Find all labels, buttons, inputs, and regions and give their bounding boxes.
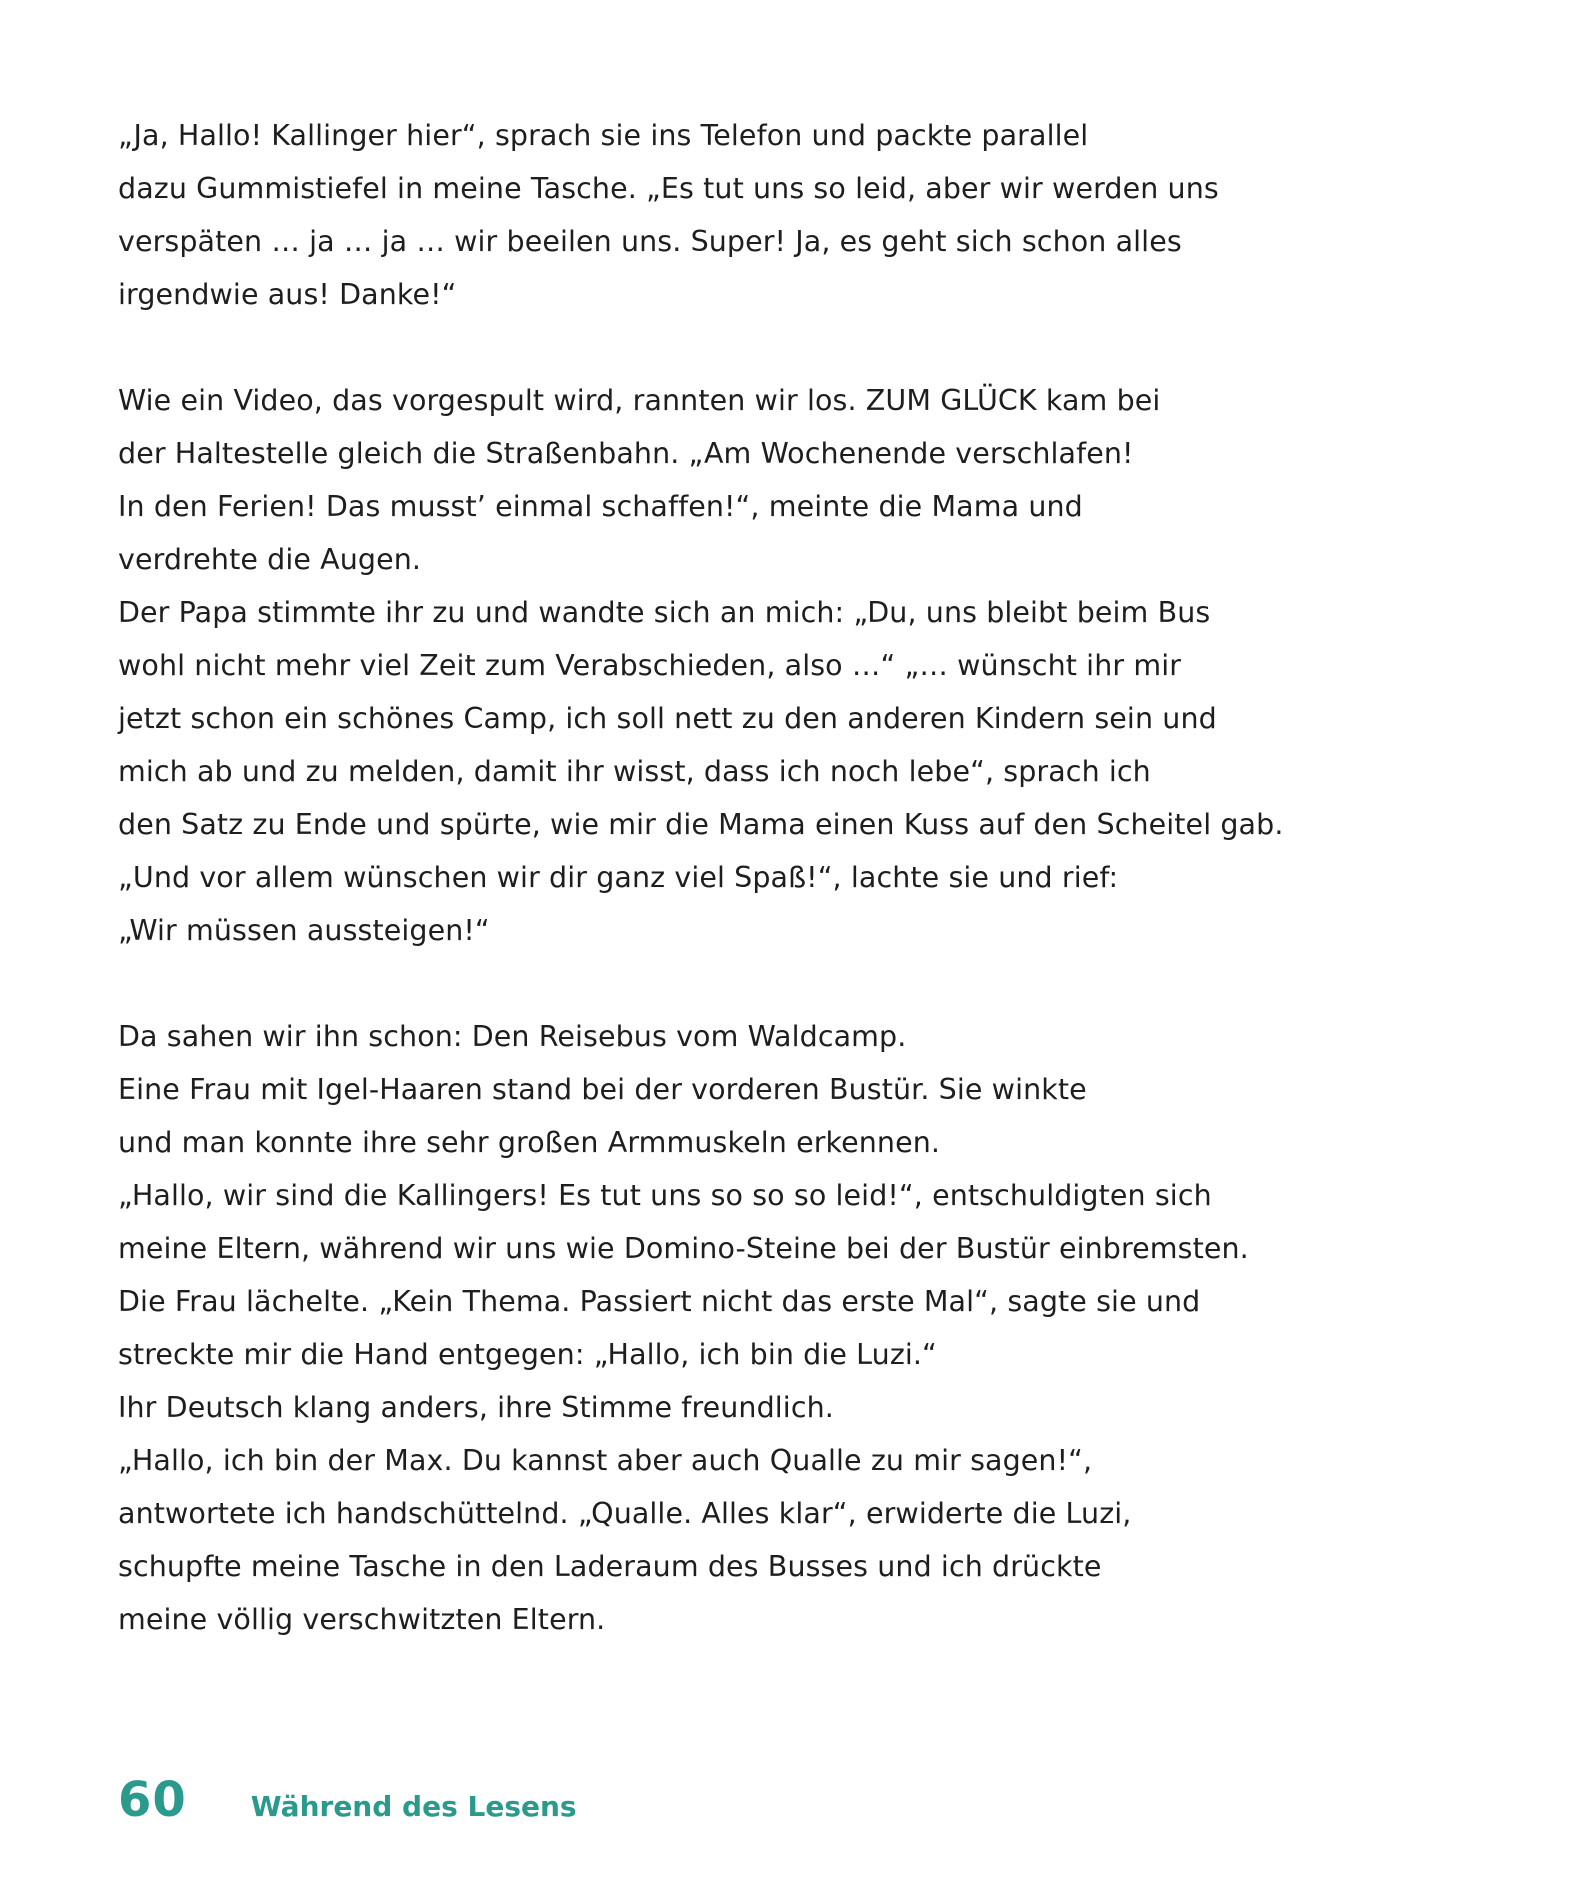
paragraph [118,1010,1418,1646]
section-title: Während des Lesens [250,1790,577,1823]
text-line: den Satz zu Ende und spürte, wie mir die Mama einen Kuss auf den Scheitel gab. [118,808,1284,841]
text-line: Eine Frau mit Igel-Haaren stand bei der vorderen Bustür. Sie winkte [118,1073,1087,1106]
text-line: antwortete ich handschüttelnd. „Qualle. Alles klar“, erwiderte die Luzi, [118,1497,1132,1530]
text-line: verspäten … ja … ja … wir beeilen uns. Super! Ja, es geht sich schon alles [118,225,1182,258]
paragraph [118,109,1418,321]
story-text [118,109,1418,1646]
text-line: Die Frau lächelte. „Kein Thema. Passiert nicht das erste Mal“, sagte sie und [118,1285,1201,1318]
text-line: „Und vor allem wünschen wir dir ganz viel Spaß!“, lachte sie und rief: [118,861,1119,894]
text-line: der Haltestelle gleich die Straßenbahn. „Am Wochenende verschlafen! [118,437,1134,470]
text-line: „Ja, Hallo! Kallinger hier“, sprach sie ins Telefon und packte parallel [118,119,1089,152]
text-line: „Wir müssen aussteigen!“ [118,914,490,947]
text-line: verdrehte die Augen. [118,543,422,576]
text-line: Der Papa stimmte ihr zu und wandte sich an mich: „Du, uns bleibt beim Bus [118,596,1211,629]
text-line: Wie ein Video, das vorgespult wird, rannten wir los. ZUM GLÜCK kam bei [118,384,1161,417]
text-line: jetzt schon ein schönes Camp, ich soll nett zu den anderen Kindern sein und [118,702,1217,735]
paragraph [118,374,1418,957]
paragraph-gap [118,957,1418,1010]
text-line: dazu Gummistiefel in meine Tasche. „Es tut uns so leid, aber wir werden uns [118,172,1219,205]
paragraph-gap [118,321,1418,374]
text-line: meine völlig verschwitzten Eltern. [118,1603,606,1636]
text-line: „Hallo, ich bin der Max. Du kannst aber auch Qualle zu mir sagen!“, [118,1444,1093,1477]
text-line: schupfte meine Tasche in den Laderaum des Busses und ich drückte [118,1550,1102,1583]
text-line: Ihr Deutsch klang anders, ihre Stimme freundlich. [118,1391,834,1424]
text-line: streckte mir die Hand entgegen: „Hallo, ich bin die Luzi.“ [118,1338,937,1371]
text-line: und man konnte ihre sehr großen Armmuskeln erkennen. [118,1126,941,1159]
text-line: mich ab und zu melden, damit ihr wisst, dass ich noch lebe“, sprach ich [118,755,1151,788]
text-line: wohl nicht mehr viel Zeit zum Verabschieden, also …“ „… wünscht ihr mir [118,649,1182,682]
text-line: irgendwie aus! Danke!“ [118,278,457,311]
page-footer [118,1772,577,1842]
text-line: In den Ferien! Das musst’ einmal schaffen!“, meinte die Mama und [118,490,1083,523]
page-number: 60 [118,1772,187,1828]
text-line: meine Eltern, während wir uns wie Domino-Steine bei der Bustür einbremsten. [118,1232,1249,1265]
text-line: „Hallo, wir sind die Kallingers! Es tut uns so so so leid!“, entschuldigten sich [118,1179,1212,1212]
text-line: Da sahen wir ihn schon: Den Reisebus vom Waldcamp. [118,1020,907,1053]
